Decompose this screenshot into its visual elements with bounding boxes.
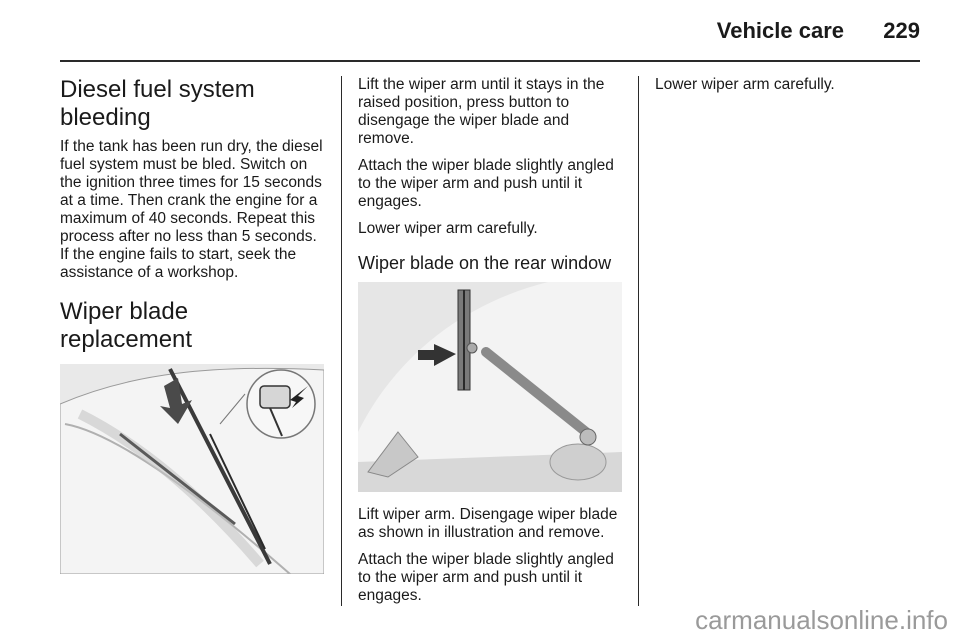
heading-wiper-replacement: Wiper blade replacement [60, 298, 193, 353]
rear-wiper-illustration [358, 282, 622, 492]
paragraph-rear-lower: Lower wiper arm carefully. [655, 76, 835, 93]
column-1 [60, 76, 325, 574]
paragraph-attach-wiper: Attach the wiper blade slightly angled to the wiper arm and push until it engages. [358, 157, 614, 210]
watermark: carmanualsonline.info [695, 605, 948, 635]
paragraph-rear-attach: Attach the wiper blade slightly angled to the wiper arm and push until it engages. [358, 551, 614, 604]
column-divider-1 [341, 76, 342, 606]
column-divider-2 [638, 76, 639, 606]
paragraph-rear-lift: Lift wiper arm. Disengage wiper blade as shown in illustration and remove. [358, 506, 618, 541]
paragraph-diesel-bleeding: If the tank has been run dry, the diesel fuel system must be bled. Switch on the ignition three times for 15 seconds at a time. Then crank the engine for a maximum of 40 seconds. Repeat this process after no less than 5 seconds. If the engine fails to start, seek the assistance of a workshop. [60, 138, 323, 281]
windshield-wiper-illustration [60, 364, 324, 574]
paragraph-lower-wiper: Lower wiper arm carefully. [358, 220, 538, 237]
heading-diesel-bleeding: Diesel fuel system bleeding [60, 76, 255, 131]
paragraph-lift-wiper: Lift the wiper arm until it stays in the raised position, press button to disengage the wiper blade and remove. [358, 76, 605, 147]
column-2 [358, 76, 623, 614]
column-3 [655, 76, 920, 103]
section-title: Vehicle care [716, 18, 844, 43]
heading-rear-wiper: Wiper blade on the rear window [358, 253, 612, 273]
header-rule [60, 60, 920, 62]
page-header [60, 18, 920, 48]
page-number: 229 [883, 18, 920, 43]
